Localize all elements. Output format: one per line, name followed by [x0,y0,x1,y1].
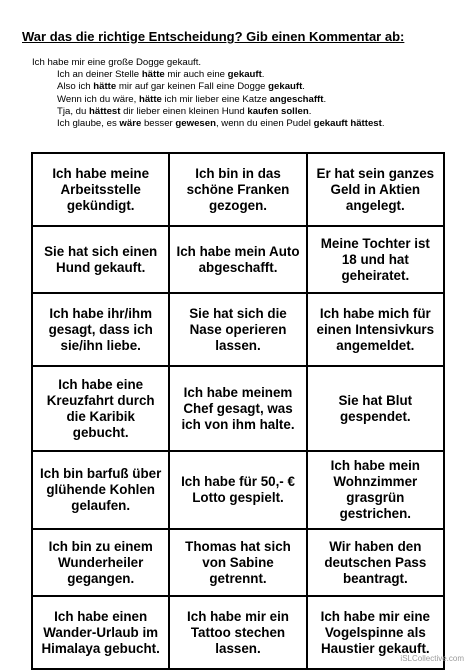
worksheet-title: War das die richtige Entscheidung? Gib einen Kommentar ab: [22,29,405,44]
card: Ich bin zu einem Wunderheiler gegangen. [32,529,169,596]
example-line-1: Ich an deiner Stelle hätte mir auch eine gekauft. [57,69,265,81]
example-sentences [32,57,384,130]
example-line-2: Also ich hätte mir auf gar keinen Fall eine Dogge gekauft. [57,81,305,93]
card: Ich habe mir ein Tattoo stechen lassen. [169,596,306,669]
card: Ich bin in das schöne Franken gezogen. [169,153,306,226]
card: Ich habe meine Arbeitsstelle gekündigt. [32,153,169,226]
card: Sie hat sich die Nase operieren lassen. [169,293,306,366]
card: Ich habe mein Auto abgeschafft. [169,226,306,293]
card: Ich habe einen Wander-Urlaub im Himalaya gebucht. [32,596,169,669]
watermark-footer: iSLCollective.com [400,654,464,663]
card: Meine Tochter ist 18 und hat geheiratet. [307,226,444,293]
example-line-3: Wenn ich du wäre, hätte ich mir lieber eine Katze angeschafft. [57,93,327,105]
card: Thomas hat sich von Sabine getrennt. [169,529,306,596]
card: Ich habe mein Wohnzimmer grasgrün gestrichen. [307,451,444,529]
card: Ich habe eine Kreuzfahrt durch die Karibik gebucht. [32,366,169,451]
card: Ich habe mich für einen Intensivkurs angemeldet. [307,293,444,366]
card-row [32,366,444,451]
card: Ich bin barfuß über glühende Kohlen gelaufen. [32,451,169,529]
example-line-5: Ich glaube, es wäre besser gewesen, wenn du einen Pudel gekauft hättest. [57,118,385,130]
card-row [32,529,444,596]
example-line-4: Tja, du hättest dir lieber einen kleinen Hund kaufen sollen. [57,105,312,117]
card-row [32,596,444,669]
card-grid [31,152,445,670]
card: Ich habe ihr/ihm gesagt, dass ich sie/ihn liebe. [32,293,169,366]
card: Sie hat Blut gespendet. [307,366,444,451]
card-row [32,451,444,529]
example-statement: Ich habe mir eine große Dogge gekauft. [32,57,202,68]
card: Ich habe für 50,- € Lotto gespielt. [169,451,306,529]
card: Ich habe meinem Chef gesagt, was ich von ihm halte. [169,366,306,451]
card: Ich habe mir eine Vogelspinne als Haustier gekauft. [307,596,444,669]
card-row [32,153,444,226]
card-row [32,226,444,293]
card: Sie hat sich einen Hund gekauft. [32,226,169,293]
card: Wir haben den deutschen Pass beantragt. [307,529,444,596]
card-row [32,293,444,366]
card: Er hat sein ganzes Geld in Aktien angelegt. [307,153,444,226]
